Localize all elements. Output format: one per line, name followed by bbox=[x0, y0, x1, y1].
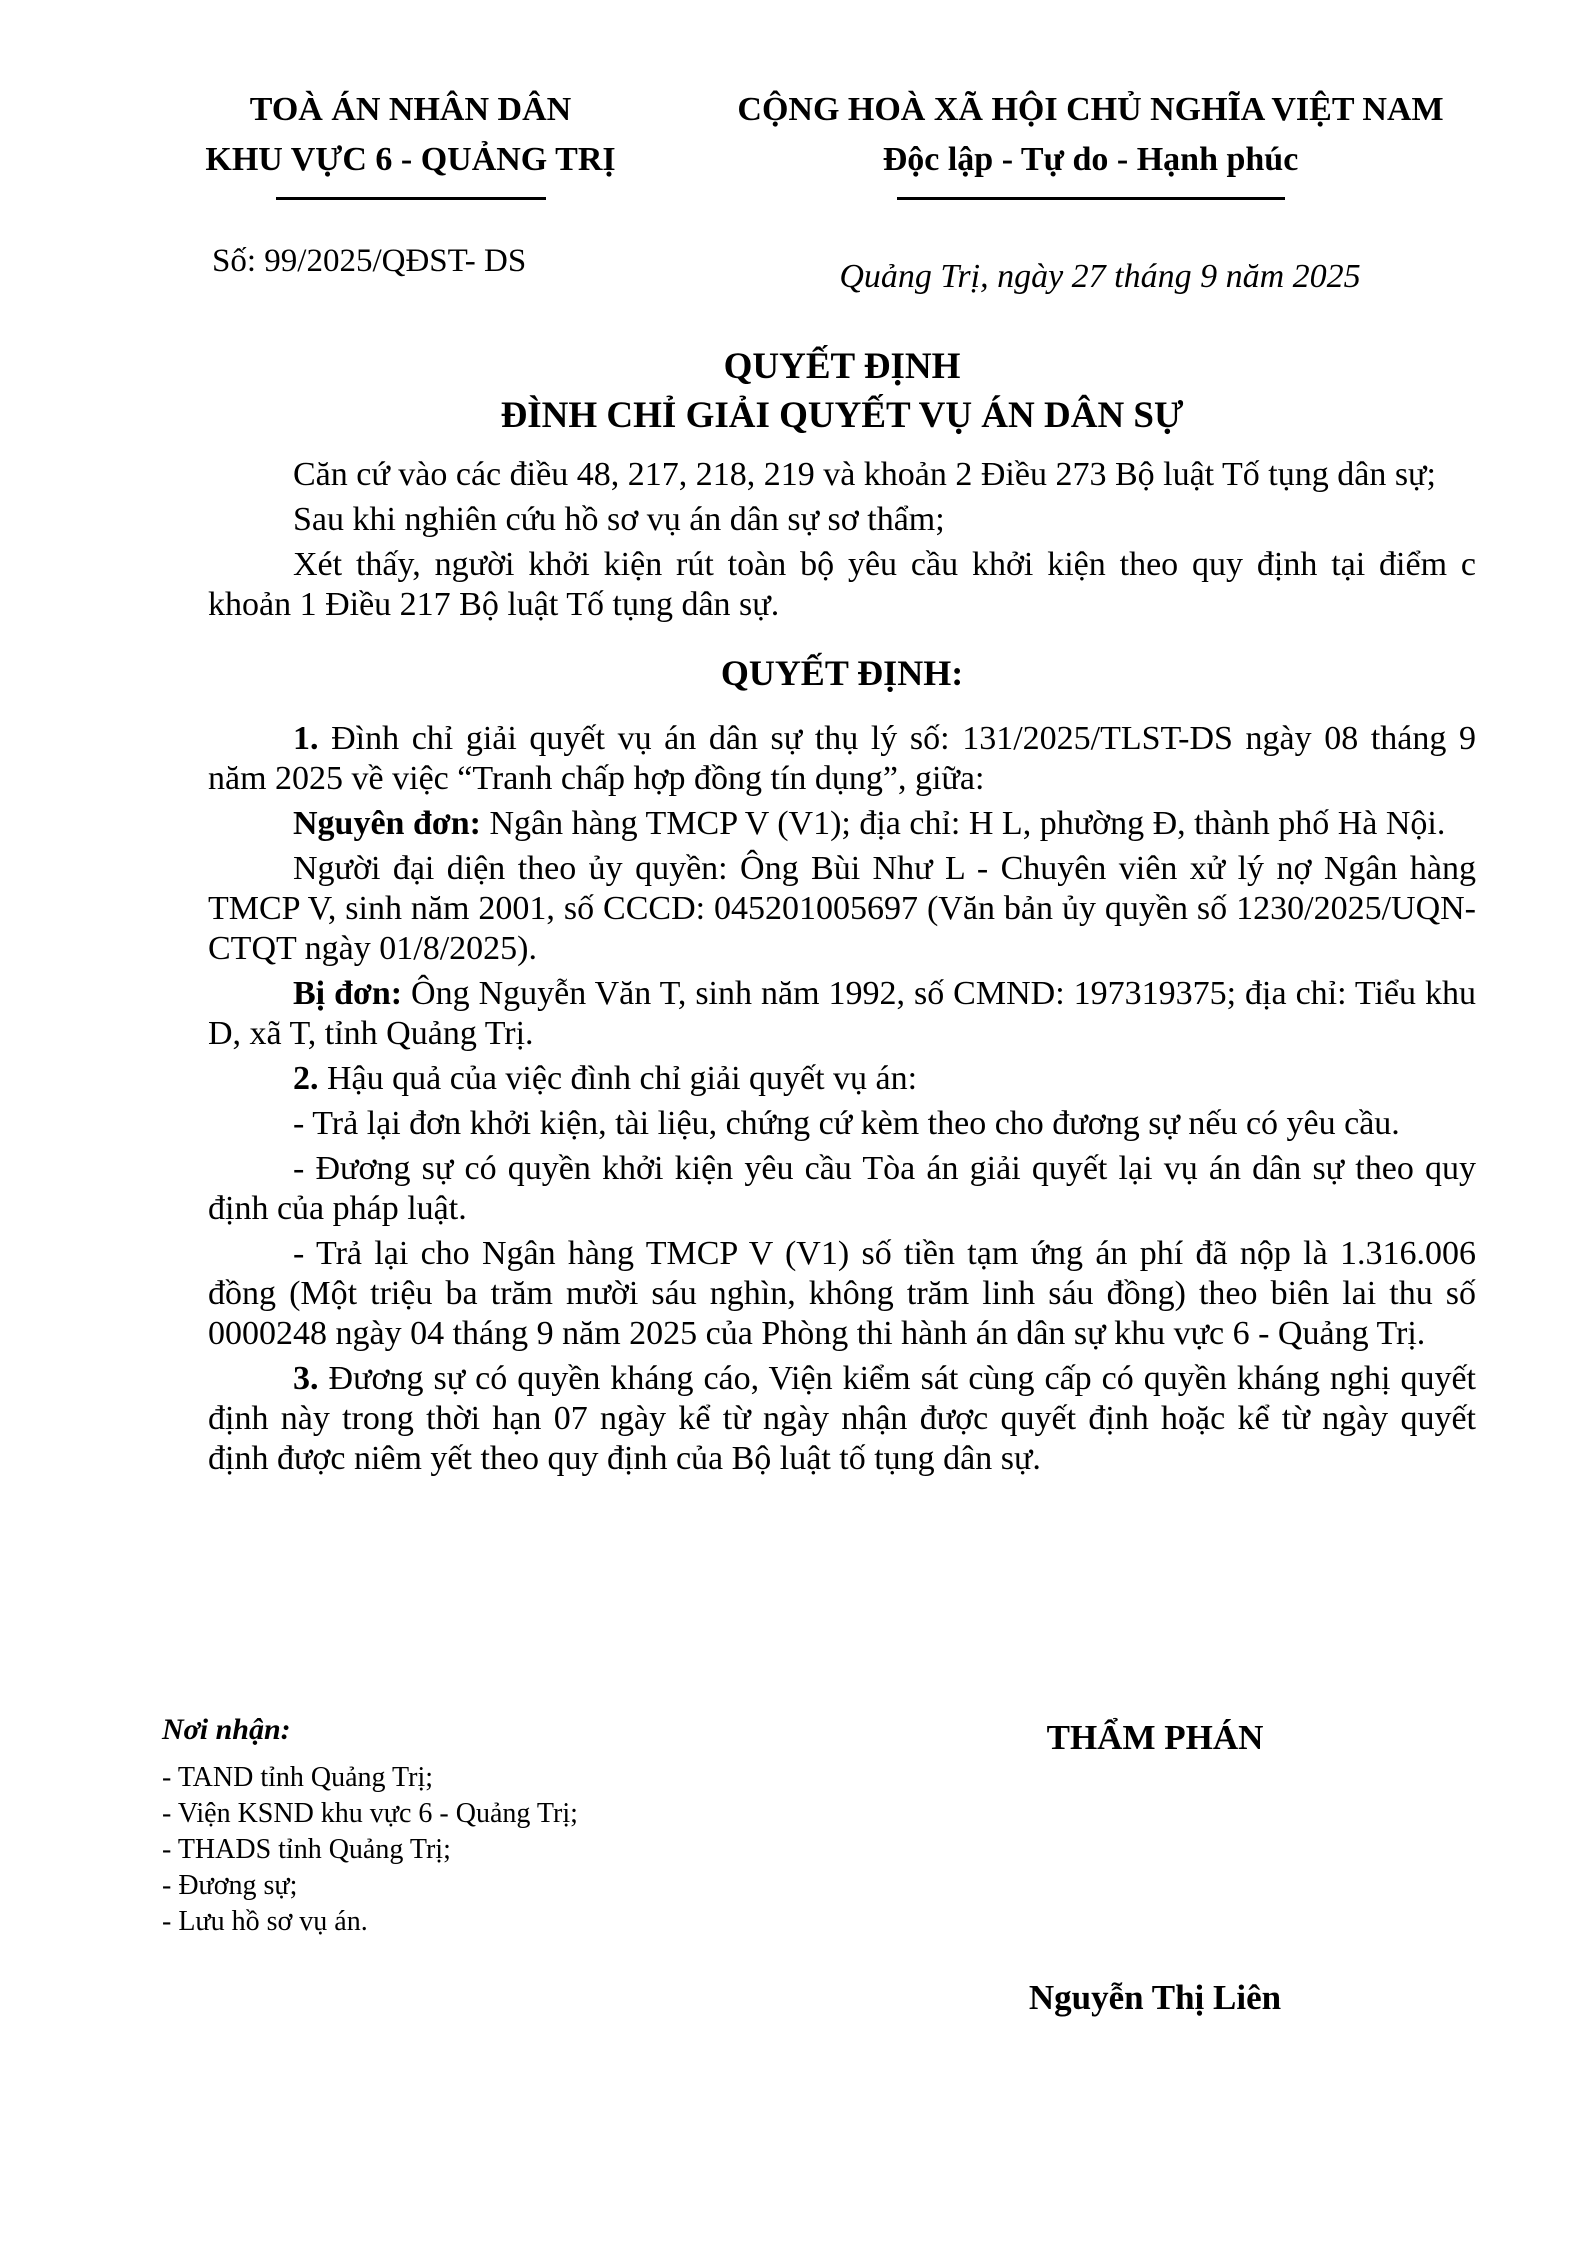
paragraph-decision-1: 1. Đình chỉ giải quyết vụ án dân sự thụ lý số: 131/2025/TLST-DS ngày 08 tháng 9 năm 2025 về việc “Tranh chấp hợp đồng tín dụng”, giữa: bbox=[208, 720, 1476, 797]
section-heading-decision: QUYẾT ĐỊNH: bbox=[720, 653, 964, 693]
recipient-item: - Lưu hồ sơ vụ án. bbox=[162, 1906, 368, 1937]
paragraph-decision-2: 2. Hậu quả của việc đình chỉ giải quyết vụ án: bbox=[293, 1060, 918, 1097]
paragraph-plaintiff: Nguyên đơn: Ngân hàng TMCP V (V1); địa chỉ: H L, phường Đ, thành phố Hà Nội. bbox=[293, 805, 1446, 842]
paragraph-representative: Người đại diện theo ủy quyền: Ông Bùi Như L - Chuyên viên xử lý nợ Ngân hàng TMCP V, sinh năm 2001, số CCCD: 045201005697 (Văn bản ủy quyền số 1230/2025/UQN-CTQT ngày 01/8/2025). bbox=[208, 850, 1476, 967]
paragraph-fee-refund: - Trả lại cho Ngân hàng TMCP V (V1) số tiền tạm ứng án phí đã nộp là 1.316.006 đồng (Một triệu ba trăm mười sáu nghìn, không trăm linh sáu đồng) theo biên lai thu số 0000248 ngày 04 tháng 9 năm 2025 của Phòng thi hành án dân sự khu vực 6 - Quảng Trị. bbox=[208, 1235, 1476, 1352]
document-body bbox=[208, 455, 1476, 1484]
place-date-line: Quảng Trị, ngày 27 tháng 9 năm 2025 bbox=[839, 258, 1361, 295]
court-name-line2: KHU VỰC 6 - QUẢNG TRỊ bbox=[205, 141, 616, 178]
recipient-item: - TAND tỉnh Quảng Trị; bbox=[162, 1762, 434, 1793]
header-right-underline bbox=[897, 197, 1285, 200]
paragraph-right-to-refile: - Đương sự có quyền khởi kiện yêu cầu Tòa án giải quyết lại vụ án dân sự theo quy định của pháp luật. bbox=[208, 1150, 1476, 1227]
signer-name: Nguyễn Thị Liên bbox=[1028, 1978, 1282, 2017]
paragraph-decision-3: 3. Đương sự có quyền kháng cáo, Viện kiểm sát cùng cấp có quyền kháng nghị quyết định này trong thời hạn 07 ngày kể từ ngày nhận được quyết định hoặc kể từ ngày quyết định được niêm yết theo quy định của Bộ luật tố tụng dân sự. bbox=[208, 1360, 1476, 1477]
national-motto-line2: Độc lập - Tự do - Hạnh phúc bbox=[882, 141, 1299, 178]
document-title-line2: ĐÌNH CHỈ GIẢI QUYẾT VỤ ÁN DÂN SỰ bbox=[500, 395, 1184, 436]
paragraph-return-petition: - Trả lại đơn khởi kiện, tài liệu, chứng cứ kèm theo cho đương sự nếu có yêu cầu. bbox=[293, 1105, 1400, 1142]
court-name-line1: TOÀ ÁN NHÂN DÂN bbox=[249, 91, 572, 128]
recipients-block bbox=[162, 1712, 578, 1940]
recipient-item: - Đương sự; bbox=[162, 1870, 298, 1901]
decision-number: Số: 99/2025/QĐST- DS bbox=[212, 243, 527, 279]
recipient-item: - THADS tỉnh Quảng Trị; bbox=[162, 1834, 451, 1865]
paragraph-finding: Xét thấy, người khởi kiện rút toàn bộ yêu cầu khởi kiện theo quy định tại điểm c khoản 1 Điều 217 Bộ luật Tố tụng dân sự. bbox=[208, 546, 1476, 623]
national-motto-block bbox=[628, 85, 1553, 200]
signer-title: THẨM PHÁN bbox=[1046, 1718, 1264, 1757]
header-left-underline bbox=[276, 197, 546, 200]
recipients-label: Nơi nhận: bbox=[162, 1713, 291, 1746]
document-title-line1: QUYẾT ĐỊNH bbox=[723, 346, 961, 387]
document-title bbox=[208, 342, 1476, 440]
paragraph-case-review: Sau khi nghiên cứu hồ sơ vụ án dân sự sơ thẩm; bbox=[293, 501, 945, 538]
paragraph-legal-basis: Căn cứ vào các điều 48, 217, 218, 219 và khoản 2 Điều 273 Bộ luật Tố tụng dân sự; bbox=[293, 456, 1436, 493]
recipient-item: - Viện KSND khu vực 6 - Quảng Trị; bbox=[162, 1798, 578, 1829]
paragraph-defendant: Bị đơn: Ông Nguyễn Văn T, sinh năm 1992, số CMND: 197319375; địa chỉ: Tiểu khu D, xã T, tỉnh Quảng Trị. bbox=[208, 975, 1477, 1052]
issuing-court-block bbox=[158, 85, 663, 200]
national-motto-line1: CỘNG HOÀ XÃ HỘI CHỦ NGHĨA VIỆT NAM bbox=[737, 91, 1444, 128]
